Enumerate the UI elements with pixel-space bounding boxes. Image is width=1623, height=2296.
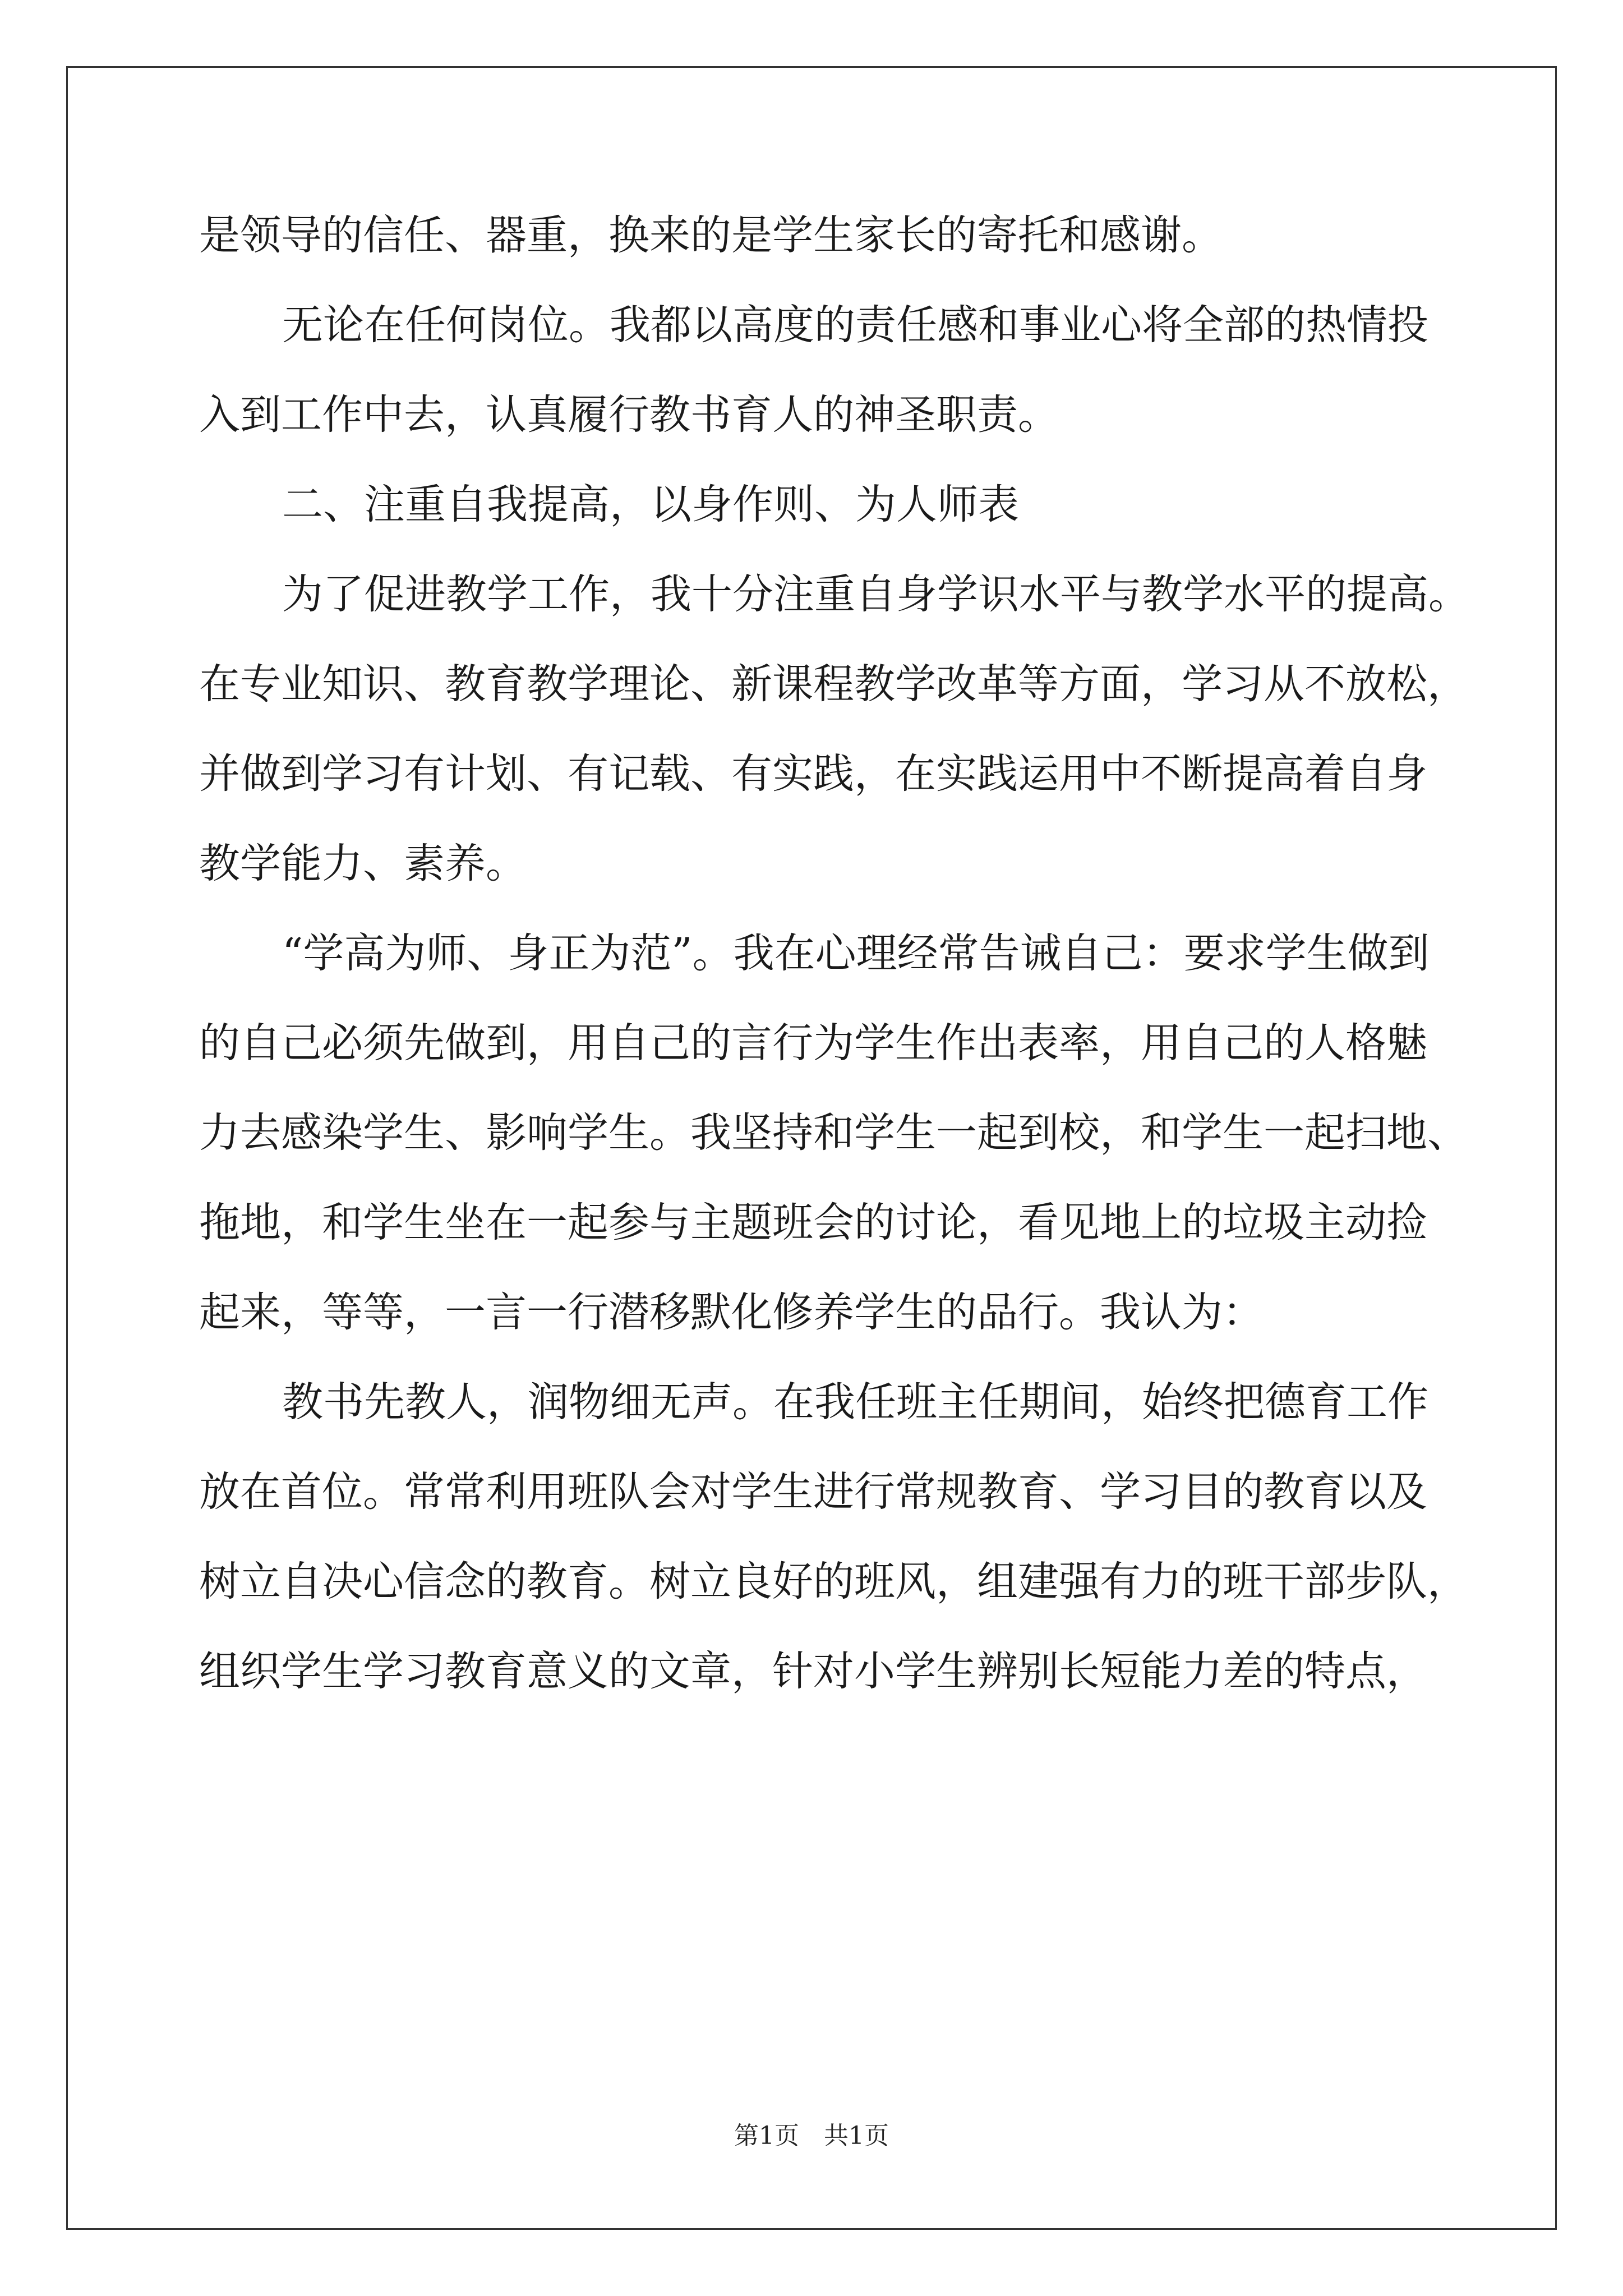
text-line-11: 力去感染学生、影响学生。我坚持和学生一起到校，和学生一起扫地、 [199,1109,1468,1157]
text-line-15: 放在首位。常常利用班队会对学生进行常规教育、学习目的教育以及 [199,1468,1427,1516]
text-line-1: 是领导的信任、器重，换来的是学生家长的寄托和感谢。 [199,211,1223,259]
text-line-9: “学高为师、身正为范”。我在心理经常告诫自己：要求学生做到 [282,930,1430,977]
text-line-6: 在专业知识、教育教学理论、新课程教学改革等方面，学习从不放松， [199,660,1468,708]
text-line-10: 的自己必须先做到，用自己的言行为学生作出表率，用自己的人格魅 [199,1019,1427,1067]
text-line-3: 入到工作中去，认真履行教书育人的神圣职责。 [199,391,1059,439]
text-line-16: 树立自决心信念的教育。树立良好的班风，组建强有力的班干部步队， [199,1558,1468,1605]
document-body [199,191,1469,1717]
page-number: 第1页 共1页 [734,2122,889,2150]
text-line-8: 教学能力、素养。 [199,840,527,887]
text-line-12: 拖地，和学生坐在一起参与主题班会的讨论，看见地上的垃圾主动捡 [199,1199,1427,1246]
text-line-7: 并做到学习有计划、有记载、有实践，在实践运用中不断提高着自身 [199,750,1427,798]
section-heading: 二、注重自我提高，以身作则、为人师表 [282,481,1019,528]
text-line-14: 教书先教人，润物细无声。在我任班主任期间，始终把德育工作 [282,1378,1428,1426]
text-line-13: 起来，等等，一言一行潜移默化修养学生的品行。我认为： [199,1289,1264,1336]
text-line-17: 组织学生学习教育意义的文章，针对小学生辨别长短能力差的特点， [199,1648,1427,1695]
text-line-5: 为了促进教学工作，我十分注重自身学识水平与教学水平的提高。 [282,570,1469,618]
text-line-2: 无论在任何岗位。我都以高度的责任感和事业心将全部的热情投 [282,301,1428,349]
